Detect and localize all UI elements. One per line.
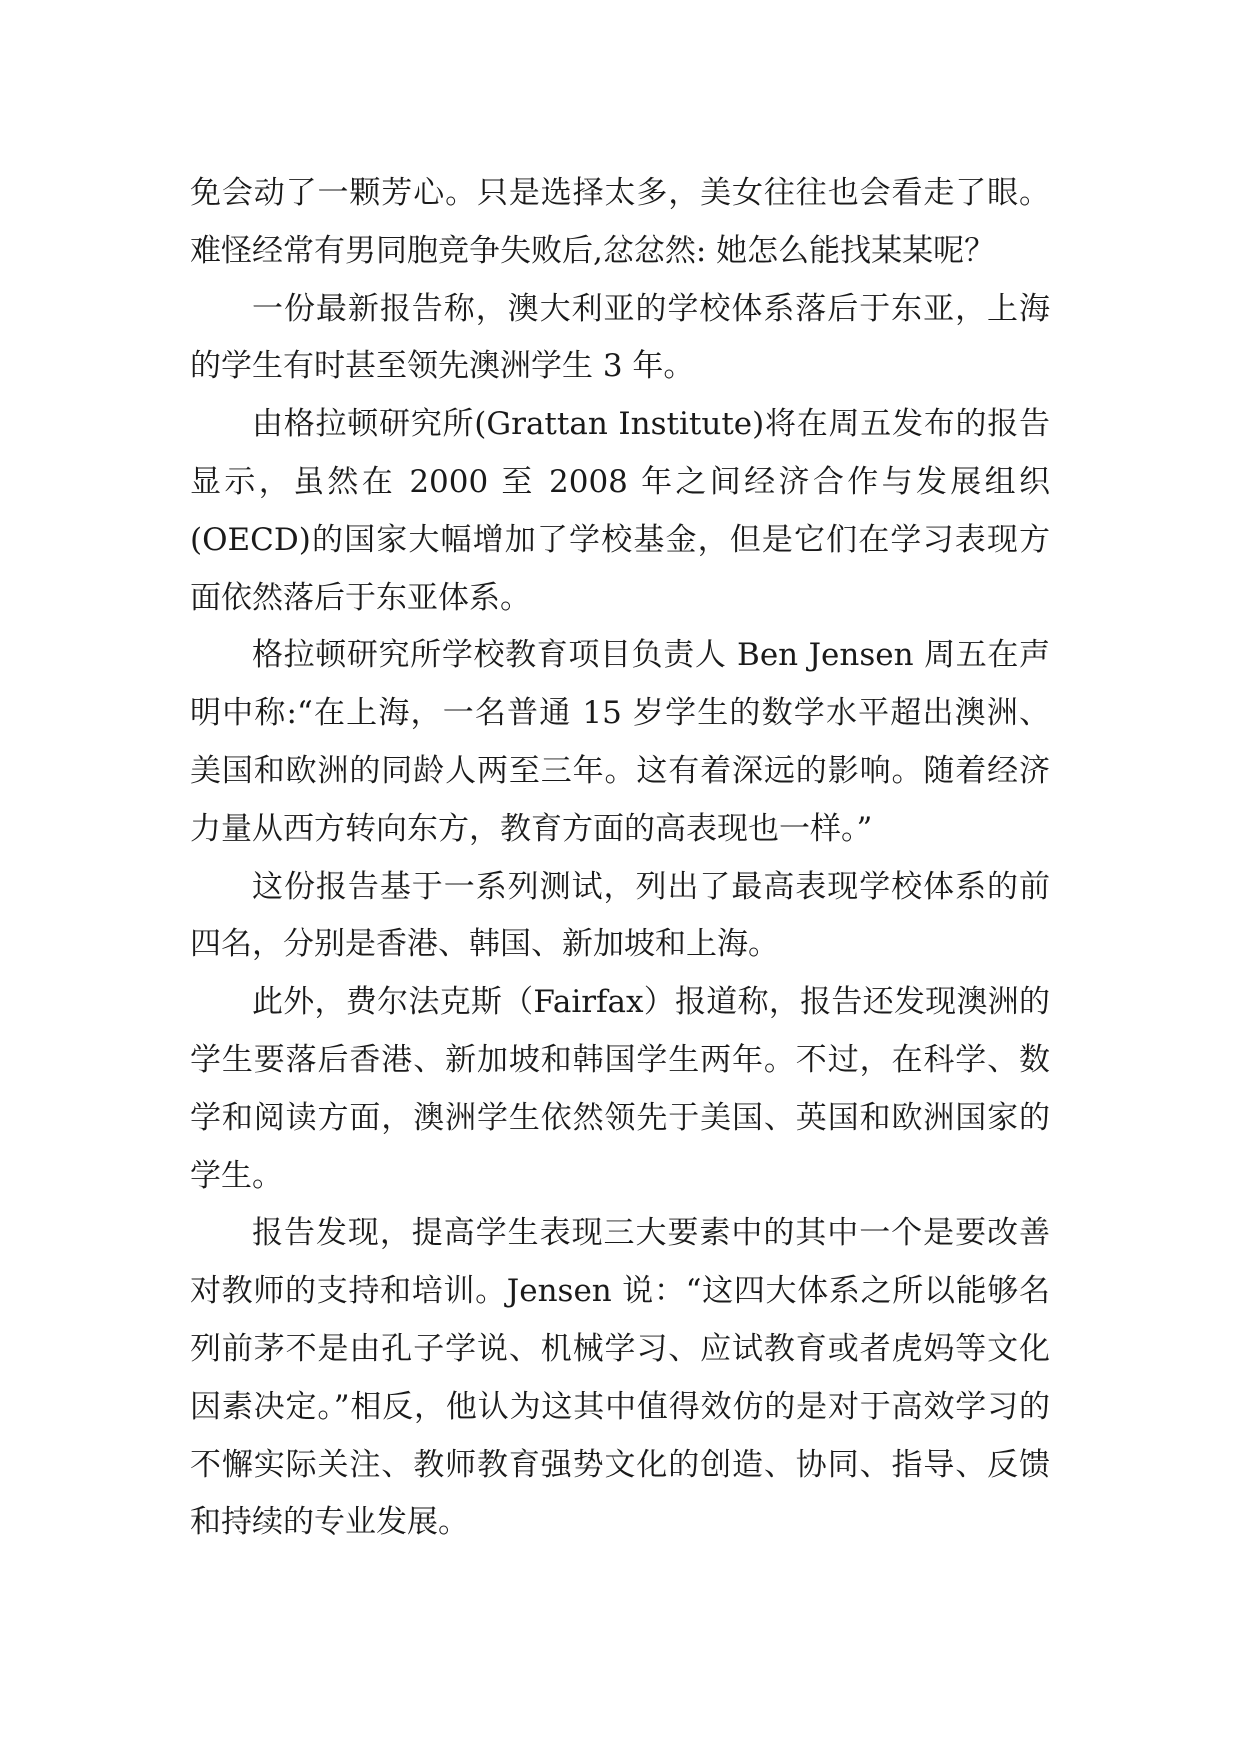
paragraph-teacher-support: 报告发现，提高学生表现三大要素中的其中一个是要改善对教师的支持和培训。Jensen 说：“这四大体系之所以能够名列前茅不是由孔子学说、机械学习、应试教育或者虎妈等文化因素决定。”相反，他认为这其中值得效仿的是对于高效学习的不懈实际关注、教师教育强势文化的创造、协同、指导、反馈和持续的专业发展。: [190, 1215, 1050, 1541]
paragraph-report-summary: 一份最新报告称，澳大利亚的学校体系落后于东亚，上海的学生有时甚至领先澳洲学生 3 年。: [190, 290, 1050, 385]
paragraph-fairfax: 此外，费尔法克斯（Fairfax）报道称，报告还发现澳洲的学生要落后香港、新加坡和韩国学生两年。不过，在科学、数学和阅读方面，澳洲学生依然领先于美国、英国和欧洲国家的学生。: [190, 984, 1050, 1194]
article-body: [190, 165, 1050, 1552]
paragraph-jensen-statement: 格拉顿研究所学校教育项目负责人 Ben Jensen 周五在声明中称:“在上海，一名普通 15 岁学生的数学水平超出澳洲、美国和欧洲的同龄人两至三年。这有着深远的影响。随着经济力量从西方转向东方，教育方面的高表现也一样。”: [190, 637, 1050, 847]
paragraph-top-four: 这份报告基于一系列测试，列出了最高表现学校体系的前四名，分别是香港、韩国、新加坡和上海。: [190, 868, 1050, 963]
paragraph-grattan-report: 由格拉顿研究所(Grattan Institute)将在周五发布的报告显示，虽然在 2000 至 2008 年之间经济合作与发展组织(OECD)的国家大幅增加了学校基金，但是它们在学习表现方面依然落后于东亚体系。: [190, 406, 1050, 616]
paragraph-continued: 免会动了一颗芳心。只是选择太多，美女往往也会看走了眼。难怪经常有男同胞竞争失败后,忿忿然: 她怎么能找某某呢？: [190, 175, 1050, 269]
